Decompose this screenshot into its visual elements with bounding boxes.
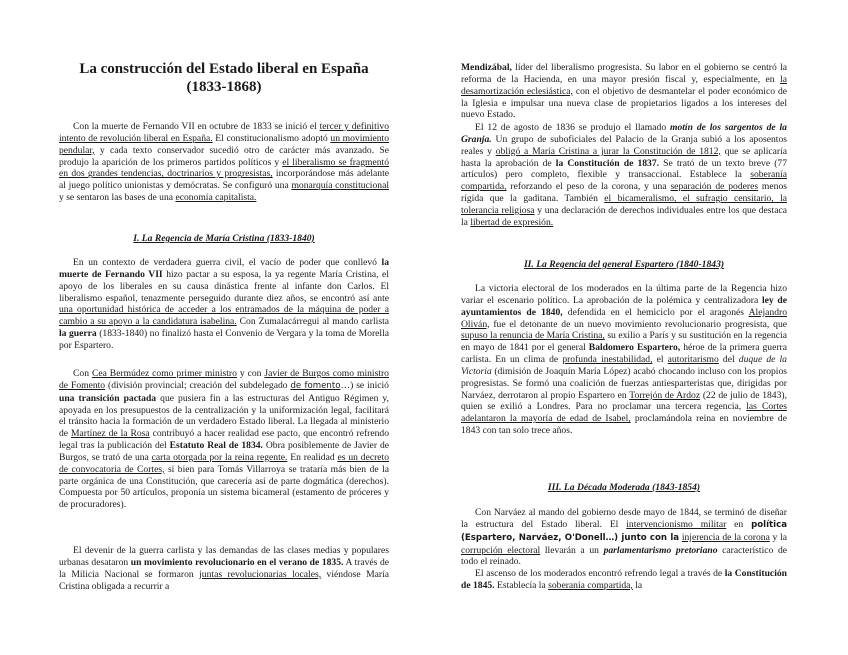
granja-paragraph: El 12 de agosto de 1836 se produjo el llamado motín de los sargentos de la Granja. Un grupo de suboficiales del Palacio de la Granja subió a los aposentos reales y obligó a María Cristina a jurar la Constitución de 1812, que se aplicaría hasta la aprobación de la Constitución de 1837. Se trató de un texto breve (77 artículos) pero completo, flexible y transaccional. Establece la soberanía compartida, reforzando el peso de la corona, y una separación de poderes menos rígida que la gaditana. También el bicameralismo, el sufragio censitario, la tolerancia religiosa y una declaración de derechos individuales entre los que destaca la libertad de expresión. xyxy=(461,122,788,228)
section-heading-1: I. La Regencia de María Cristina (1833-1840) xyxy=(133,233,315,244)
mendizabal-paragraph: Mendizábal, líder del liberalismo progresista. Su labor en el gobierno se centró la reforma de la Hacienda, en una mayor presión fiscal y, especialmente, en la desamortización eclesiástica, con el objetivo de desmantelar el poder económico de la Iglesia e impulsar una nueva clase de propietarios ligados a los intereses del nuevo Estado. xyxy=(461,62,788,121)
page-title xyxy=(59,60,389,96)
regencia-paragraph-1: En un contexto de verdadera guerra civil, el vacío de poder que conllevó la muerte de Fernando VII hizo pactar a su esposa, la ya regente María Cristina, el apoyo de los liberales en su causa dinástica frente al infante don Carlos. El liberalismo español, tenazmente perseguido durante diez años, se encontró así ante una oportunidad histórica de acceder a los entramados de la máquina de poder a cambio a su apoyo a la candidatura isabelina. Con Zumalacárregui al mando carlista la guerra (1833-1840) no finalizó hasta el Convenio de Vergara y la toma de Morella por Espartero. xyxy=(59,257,389,351)
intro-paragraph: Con la muerte de Fernando VII en octubre de 1833 se inició el tercer y definitivo intento de revolución liberal en España. El constitucionalismo adoptó un movimiento pendular, y cada texto conservador sucedió otro de carácter más avanzado. Se produjo la aparición de los primeros partidos políticos y el liberalismo se fragmentó en dos grandes tendencias, doctrinarios y progresistas, incorporándose más adelante al juego político unionistas y demócratas. Se configuró una monarquía constitucional y se sentaron las bases de una economía capitalista. xyxy=(59,121,390,204)
section-heading-3: III. La Década Moderada (1843-1854) xyxy=(547,482,701,493)
regencia-paragraph-2: Con Cea Bermúdez como primer ministro y con Javier de Burgos como ministro de Fomento (división provincial; creación del subdelegado de fomento…) se inició una transición pactada que pusiera fin a las estructuras del Antiguo Régimen y, apoyada en los presupuestos de la centralización y la uniformización legal, facilitará el tránsito hacia la formación de un verdadero Estado liberal. La llegada al ministerio de Martínez de la Rosa contribuyó a hacer realidad ese pacto, que encontró refrendo legal tras la publicación del Estatuto Real de 1834. Obra posiblemente de Javier de Burgos, se trató de una carta otorgada por la reina regente. En realidad es un decreto de convocatoria de Cortes, si bien para Tomás Villarroya se trataría más bien de la parte orgánica de una Constitución, que carecería así de parte dogmática (derechos). Compuesta por 50 artículos, proponía un sistema bicameral (estamento de próceres y de procuradores). xyxy=(59,368,390,511)
regencia-paragraph-3: El devenir de la guerra carlista y las demandas de las clases medias y populares urbanas desataron un movimiento revolucionario en el verano de 1835. A través de la Milicia Nacional se formaron juntas revolucionarias locales, viéndose María Cristina obligada a recurrir a xyxy=(59,545,390,592)
espartero-paragraph: La victoria electoral de los moderados en la última parte de la Regencia hizo variar el escenario político. La aprobación de la polémica y centralizadora ley de ayuntamientos de 1840, defendida en el hemiciclo por el aragonés Alejandro Oliván, fue el detonante de un nuevo movimiento revolucionario progresista, que supuso la renuncia de María Cristina, su exilio a París y su sustitución en la regencia en mayo de 1841 por el general Baldomero Espartero, héroe de la primera guerra carlista. En un clima de profunda inestabilidad, el autoritarismo del duque de la Victoria (dimisión de Joaquín María López) acabó chocando incluso con los propios progresistas. Se formó una coalición de fuerzas antiesparteristas que, dirigidas por Narváez, derrotaron al propio Espartero en Torrejón de Ardoz (22 de julio de 1843), quien se exilió a Londres. Para no proclamar una tercera regencia, las Cortes adelantaron la mayoría de edad de Isabel, proclamándola reina en noviembre de 1843 con tan solo trece años. xyxy=(461,283,788,437)
decada-paragraph-2: El ascenso de los moderados encontró refrendo legal a través de la Constitución de 1845. Establecía la soberanía compartida, la xyxy=(461,568,787,591)
title-line-1: La construcción del Estado liberal en España xyxy=(79,61,369,77)
section-heading-2: II. La Regencia del general Espartero (1840-1843) xyxy=(523,259,725,270)
decada-paragraph-1: Con Narváez al mando del gobierno desde mayo de 1844, se terminó de diseñar la estructura del Estado liberal. El intervencionismo militar en política (Espartero, Narváez, O'Donell…) junto con la injerencia de la corona y la corrupción electoral llevarán a un parlamentarismo pretoriano característico de todo el reinado. xyxy=(461,507,787,568)
title-line-2: (1833-1868) xyxy=(186,79,262,95)
